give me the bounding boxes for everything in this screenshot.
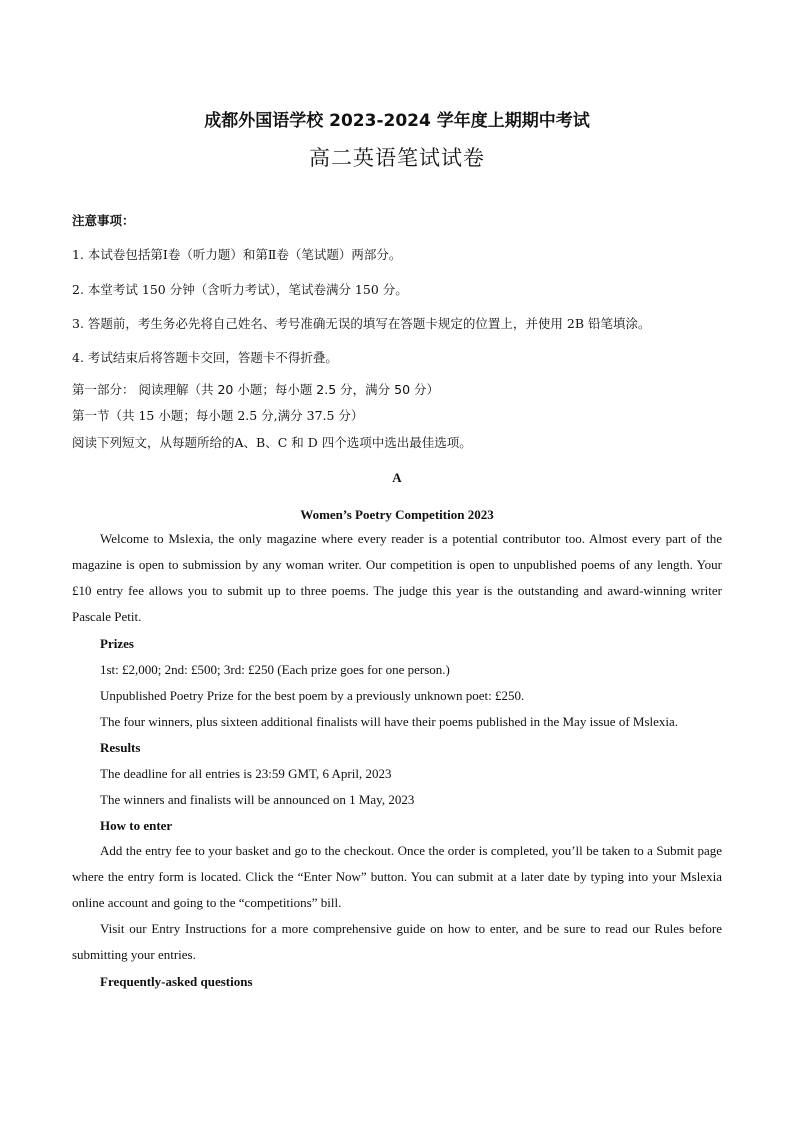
passage-label: A xyxy=(392,470,402,485)
paper-title: 高二英语笔试试卷 xyxy=(309,146,485,170)
entry-instructions-paragraph: Visit our Entry Instructions for a more comprehensive guide on how to enter, and be sure to read our Rules before submitting your entries. xyxy=(72,921,722,962)
notice-item: 4. 考试结束后将答题卡交回，答题卡不得折叠。 xyxy=(72,350,338,365)
how-to-enter-paragraph: Add the entry fee to your basket and go to the checkout. Once the order is completed, you’ll be taken to a Submit page where the entry form is located. Click the “Enter Now” button. You can submit at a later date by typing into your Mslexia online account and going to the “competitions” bill. xyxy=(72,843,722,910)
notice-item: 3. 答题前，考生务必先将自己姓名、考号准确无误的填写在答题卡规定的位置上，并使用 2B 铅笔填涂。 xyxy=(72,316,651,331)
part-one-heading: 第一部分： 阅读理解（共 20 小题；每小题 2.5 分，满分 50 分） xyxy=(72,382,440,397)
results-heading: Results xyxy=(100,740,141,755)
faq-heading: Frequently-asked questions xyxy=(100,974,253,989)
school-exam-title: 成都外国语学校 2023-2024 学年度上期期中考试 xyxy=(204,111,590,131)
passage-intro-paragraph: Welcome to Mslexia, the only magazine where every reader is a potential contributor too. Almost every part of the magazine is open to submission by any woman writer. Our competition is open to unpublished poems of any length. Your £10 entry fee allows you to submit up to three poems. The judge this year is the outstanding and award-winning writer Pascale Petit. xyxy=(72,531,722,624)
prizes-heading: Prizes xyxy=(100,636,134,651)
results-line: The winners and finalists will be announced on 1 May, 2023 xyxy=(100,792,415,807)
how-to-enter-heading: How to enter xyxy=(100,818,173,833)
notice-heading: 注意事项： xyxy=(72,213,135,228)
prize-line: Unpublished Poetry Prize for the best poem by a previously unknown poet: £250. xyxy=(100,688,525,703)
prize-line: 1st: £2,000; 2nd: £500; 3rd: £250 (Each prize goes for one person.) xyxy=(100,662,450,677)
passage-title: Women’s Poetry Competition 2023 xyxy=(300,507,494,522)
reading-instruction: 阅读下列短文，从每题所给的A、B、C 和 D 四个选项中选出最佳选项。 xyxy=(72,435,472,450)
notice-item: 1. 本试卷包括第Ⅰ卷（听力题）和第Ⅱ卷（笔试题）两部分。 xyxy=(72,247,402,262)
notice-item: 2. 本堂考试 150 分钟（含听力考试），笔试卷满分 150 分。 xyxy=(72,282,408,297)
results-line: The deadline for all entries is 23:59 GMT, 6 April, 2023 xyxy=(100,766,392,781)
section-one-heading: 第一节（共 15 小题；每小题 2.5 分,满分 37.5 分） xyxy=(72,408,364,423)
prize-line: The four winners, plus sixteen additional finalists will have their poems published in the May issue of Mslexia. xyxy=(100,714,679,729)
